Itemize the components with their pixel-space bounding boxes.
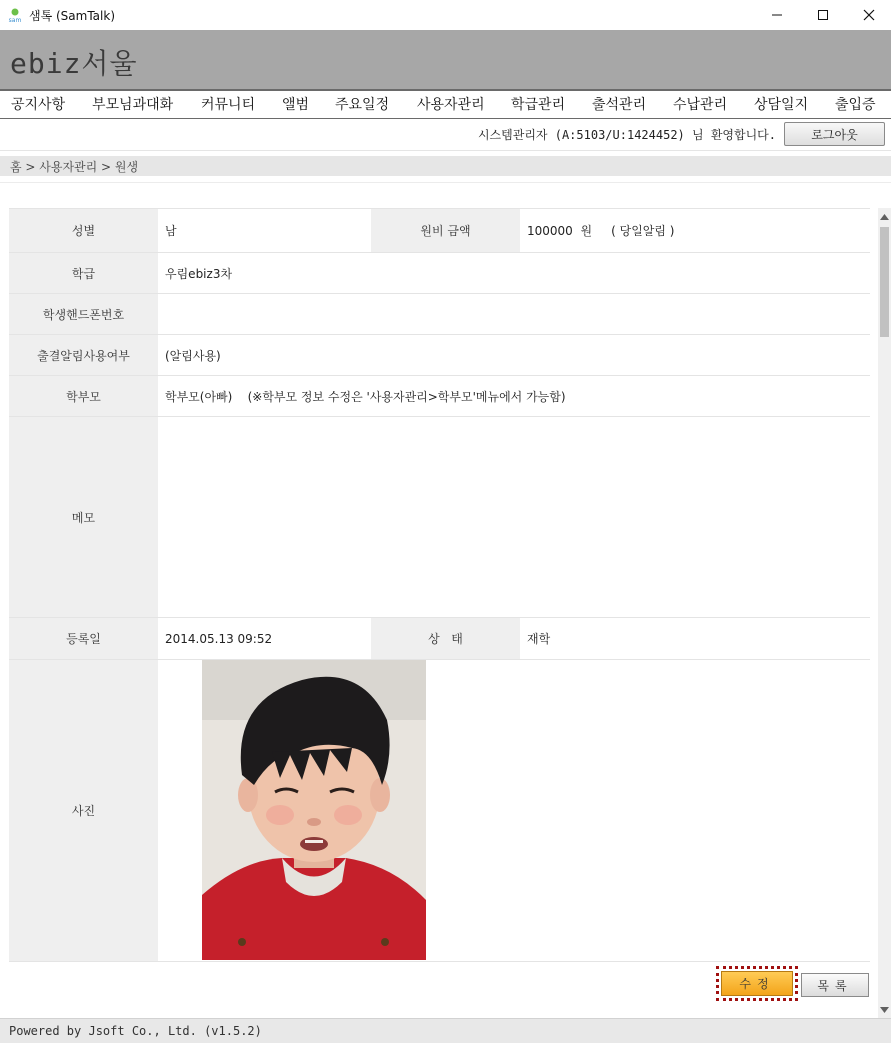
alarm-value: (알림사용) (165, 348, 221, 363)
menu-item-class-management[interactable]: 학급관리 (511, 97, 566, 113)
edit-button[interactable]: 수정 (721, 971, 793, 996)
row-regdate-status (9, 618, 870, 660)
main-menu (0, 89, 891, 119)
welcome-message: 시스템관리자 (A:5103/U:1424452) 님 환영합니다. (477, 128, 776, 142)
alarm-label: 출결알림사용여부 (9, 335, 158, 375)
brand-name: ebiz서울 (10, 47, 138, 80)
row-gender-fee (9, 208, 870, 253)
minimize-button[interactable] (754, 0, 800, 30)
maximize-icon (817, 9, 829, 21)
window-titlebar (0, 0, 891, 30)
row-photo (9, 660, 870, 962)
menu-item-album[interactable]: 앨범 (282, 97, 310, 113)
scroll-up-button[interactable] (878, 208, 891, 225)
edit-button-focus-outline (716, 966, 798, 1001)
divider (0, 182, 891, 183)
status-value: 재학 (527, 632, 551, 646)
class-label: 학급 (9, 253, 158, 293)
menu-item-notice[interactable]: 공지사항 (11, 97, 66, 113)
memo-value (158, 417, 870, 617)
close-icon (863, 9, 875, 21)
parent-label: 학부모 (9, 376, 158, 416)
fee-value: 100000 원 ( 당일알림 ) (527, 224, 675, 238)
menu-item-parent-chat[interactable]: 부모님과대화 (92, 97, 174, 113)
minimize-icon (771, 9, 783, 21)
row-phone (9, 294, 870, 335)
window-title: 샘톡 (SamTalk) (29, 9, 116, 23)
logout-button[interactable]: 로그아웃 (784, 122, 885, 146)
row-memo (9, 417, 870, 618)
menu-item-counseling[interactable]: 상담일지 (754, 97, 809, 113)
menu-item-attendance[interactable]: 출석관리 (592, 97, 647, 113)
class-value: 우림ebiz3차 (165, 266, 233, 281)
breadcrumb-text: 홈 > 사용자관리 > 원생 (10, 160, 139, 174)
row-class (9, 253, 870, 294)
scroll-thumb[interactable] (880, 227, 889, 337)
photo-label: 사진 (9, 660, 158, 961)
maximize-button[interactable] (800, 0, 846, 30)
brand-header (0, 30, 891, 89)
scroll-down-button[interactable] (878, 1001, 891, 1018)
footer (0, 1018, 891, 1043)
user-strip (0, 119, 891, 151)
regdate-value: 2014.05.13 09:52 (165, 631, 273, 646)
phone-label: 학생핸드폰번호 (9, 294, 158, 334)
student-photo (202, 660, 426, 960)
close-button[interactable] (846, 0, 891, 30)
phone-value (158, 294, 870, 334)
vertical-scrollbar[interactable] (878, 208, 891, 1018)
list-button[interactable]: 목록 (801, 973, 869, 997)
menu-item-user-management[interactable]: 사용자관리 (417, 97, 485, 113)
menu-item-access-pass[interactable]: 출입증 (835, 97, 876, 113)
menu-item-schedule[interactable]: 주요일정 (335, 97, 390, 113)
parent-value: 학부모(아빠) (※학부모 정보 수정은 '사용자관리>학부모'메뉴에서 가능함) (165, 389, 566, 404)
arrow-up-icon (880, 214, 889, 220)
row-alarm (9, 335, 870, 376)
student-photo-image (202, 660, 426, 960)
gender-value: 남 (165, 224, 177, 238)
memo-label: 메모 (9, 417, 158, 617)
row-parent (9, 376, 870, 417)
fee-label: 원비 금액 (371, 209, 520, 252)
svg-text:sam: sam (8, 17, 22, 23)
menu-item-payment[interactable]: 수납관리 (673, 97, 728, 113)
regdate-label: 등록일 (9, 618, 158, 659)
menu-item-community[interactable]: 커뮤니티 (201, 97, 256, 113)
status-label: 상 태 (371, 618, 520, 659)
gender-label: 성별 (9, 209, 158, 252)
samtalk-logo-icon (7, 7, 23, 23)
arrow-down-icon (880, 1007, 889, 1013)
footer-text: Powered by Jsoft Co., Ltd. (v1.5.2) (9, 1024, 262, 1038)
breadcrumb (0, 156, 891, 176)
